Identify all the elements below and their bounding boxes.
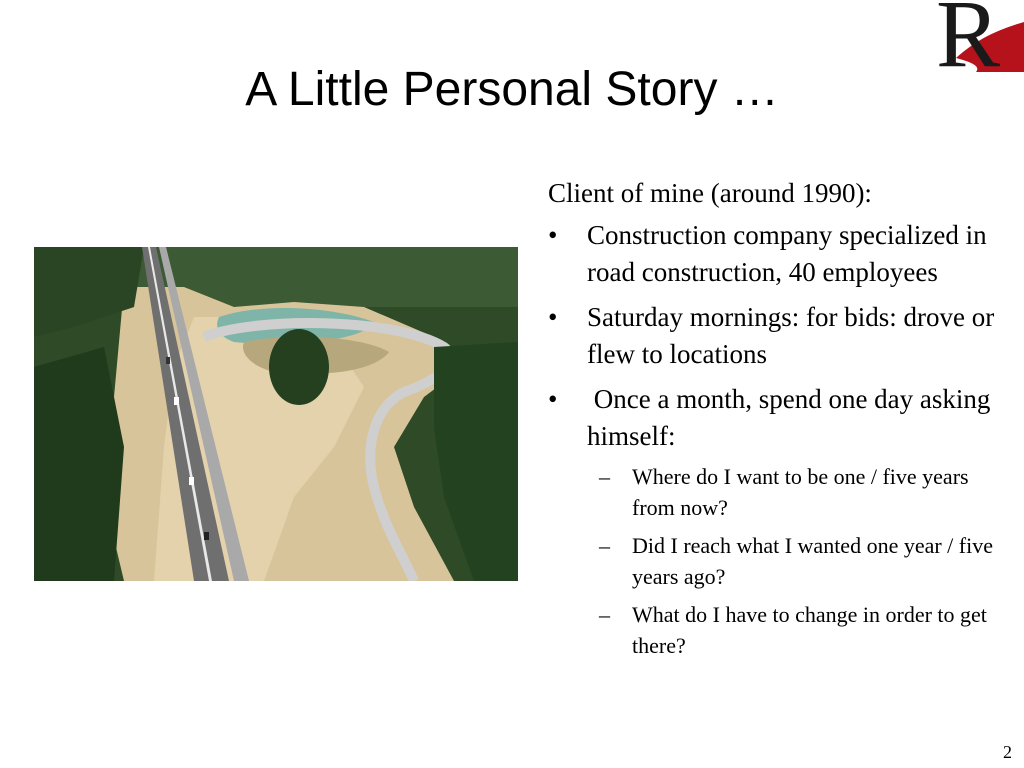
sub-bullet-text: Did I reach what I wanted one year / five years ago? (632, 533, 994, 589)
logo-letter: R (936, 0, 1001, 87)
dash-icon: – (599, 602, 610, 627)
sub-bullet-list (587, 461, 998, 661)
dash-icon: – (599, 533, 610, 558)
sub-bullet-text: Where do I want to be one / five years from now? (632, 464, 969, 520)
bullet-item (548, 217, 998, 291)
bullet-icon: • (548, 302, 558, 332)
bullet-text: Saturday mornings: for bids: drove or flew to locations (587, 302, 995, 369)
sub-bullet-item (587, 530, 998, 592)
bullet-text: Construction company specialized in road construction, 40 employees (587, 220, 987, 287)
slide-title: A Little Personal Story … (245, 63, 779, 116)
company-logo (936, 0, 1024, 87)
sub-bullet-item (587, 599, 998, 661)
sub-bullet-text: What do I have to change in order to get there? (632, 602, 987, 658)
bullet-list (548, 217, 998, 661)
bullet-item (548, 381, 998, 661)
bullet-icon: • (548, 220, 558, 250)
page-number: 2 (1003, 742, 1012, 762)
slide-content (548, 176, 998, 669)
bullet-text: Once a month, spend one day asking himself: (587, 384, 998, 451)
bullet-item (548, 299, 998, 373)
intro-text: Client of mine (around 1990): (548, 178, 872, 208)
dash-icon: – (599, 464, 610, 489)
bullet-icon: • (548, 384, 558, 414)
construction-site-photo (34, 247, 518, 581)
sub-bullet-item (587, 461, 998, 523)
